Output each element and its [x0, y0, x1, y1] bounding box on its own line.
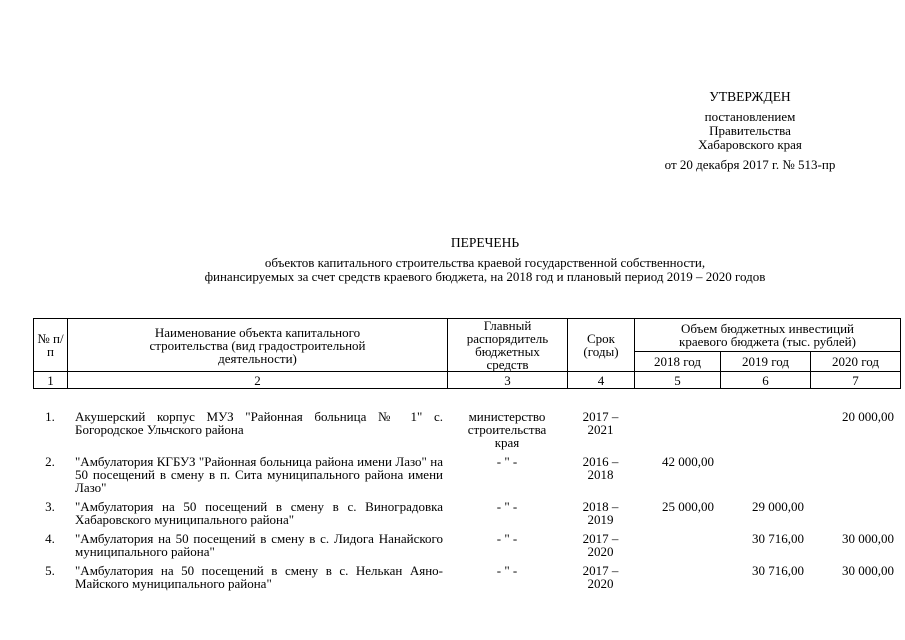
document-subtitle: объектов капитального строительства краевой государственной собственности,	[264, 255, 706, 270]
table-row	[33, 564, 900, 596]
header-term: Срок (годы)	[568, 319, 635, 372]
document-heading	[80, 236, 890, 284]
row-value-2020: 30 000,00	[842, 563, 894, 578]
row-term: 2016 – 2018	[582, 454, 619, 482]
row-name: "Амбулатория КГБУЗ "Районная больница района имени Лазо" на 50 посещений в смену в п. Сита муниципального района имени Лазо"	[75, 454, 443, 495]
row-number: 5.	[45, 563, 55, 578]
column-number: 5	[635, 372, 721, 389]
approval-line: постановлением	[704, 109, 796, 124]
row-value-2018	[634, 532, 720, 564]
header-num: № п/п	[34, 319, 68, 372]
approval-line: Хабаровского края	[698, 137, 802, 152]
header-name: Наименование объекта капитального строительства (вид градостроительной деятельности)	[68, 319, 448, 372]
row-value-2019: 30 716,00	[752, 563, 804, 578]
row-value-2019: 29 000,00	[752, 499, 804, 514]
header-agent: Главный распорядитель бюджетных средств	[448, 319, 568, 372]
row-agent: - " -	[496, 563, 518, 578]
approval-line: Правительства	[709, 123, 791, 138]
table-row	[33, 410, 900, 455]
row-term: 2017 – 2021	[582, 409, 619, 437]
row-value-2018: 25 000,00	[662, 499, 714, 514]
row-value-2019: 30 716,00	[752, 531, 804, 546]
row-number: 4.	[45, 531, 55, 546]
row-agent: - " -	[496, 499, 518, 514]
column-number: 1	[34, 372, 68, 389]
table-header	[33, 318, 901, 389]
row-value-2019	[720, 455, 810, 500]
row-agent: - " -	[496, 454, 518, 469]
table-row	[33, 500, 900, 532]
column-number: 4	[568, 372, 635, 389]
row-name: "Амбулатория на 50 посещений в смену в с. Виноградовка Хабаровского муниципального района"	[75, 499, 443, 527]
row-agent: министерство строительства края	[467, 409, 547, 450]
row-number: 1.	[45, 409, 55, 424]
row-value-2020: 30 000,00	[842, 531, 894, 546]
approval-title: УТВЕРЖДЕН	[709, 89, 791, 104]
row-agent: - " -	[496, 531, 518, 546]
row-value-2020: 20 000,00	[842, 409, 894, 424]
table-body	[33, 410, 900, 596]
column-number: 7	[811, 372, 901, 389]
row-term: 2018 – 2019	[582, 499, 619, 527]
row-name: "Амбулатория на 50 посещений в смену в с. Лидога Нанайского муниципального района"	[75, 531, 443, 559]
row-name: Акушерский корпус МУЗ "Районная больница № 1" с. Богородское Ульчского района	[75, 409, 443, 437]
row-term: 2017 – 2020	[582, 531, 619, 559]
document-title: ПЕРЕЧЕНЬ	[450, 235, 520, 250]
column-number: 6	[721, 372, 811, 389]
table-row	[33, 532, 900, 564]
table-row	[33, 455, 900, 500]
row-value-2018	[634, 410, 720, 455]
row-name: "Амбулатория на 50 посещений в смену в с. Нелькан Аяно-Майского муниципального района"	[75, 563, 443, 591]
header-2019: 2019 год	[721, 351, 811, 371]
row-value-2018	[634, 564, 720, 596]
approval-date: от 20 декабря 2017 г. № 513-пр	[664, 157, 836, 172]
row-value-2020	[810, 455, 900, 500]
document-subtitle: финансируемых за счет средств краевого бюджета, на 2018 год и плановый период 2019 – 2020 годов	[204, 269, 766, 284]
row-value-2019	[720, 410, 810, 455]
row-number: 2.	[45, 454, 55, 469]
row-term: 2017 – 2020	[582, 563, 619, 591]
row-number: 3.	[45, 499, 55, 514]
header-2020: 2020 год	[811, 351, 901, 371]
column-number: 2	[68, 372, 448, 389]
row-value-2018: 42 000,00	[662, 454, 714, 469]
header-2018: 2018 год	[635, 351, 721, 371]
approval-block	[620, 90, 880, 172]
header-volume: Объем бюджетных инвестиций краевого бюджета (тыс. рублей)	[635, 319, 901, 352]
row-value-2020	[810, 500, 900, 532]
column-number: 3	[448, 372, 568, 389]
